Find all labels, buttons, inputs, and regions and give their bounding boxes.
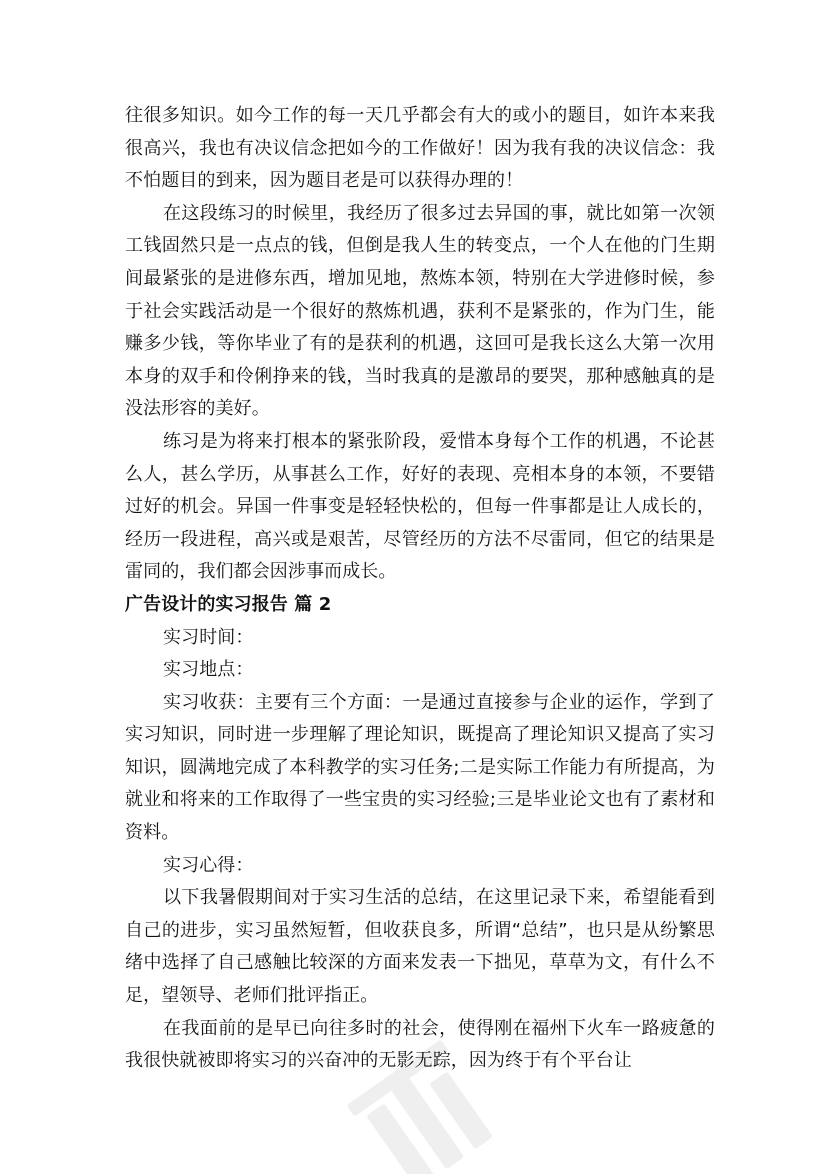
paragraph-internship-gains: 实习收获：主要有三个方面：一是通过直接参与企业的运作，学到了实习知识，同时进一步理解了理论知识，既提高了理论知识又提高了实习知识，圆满地完成了本科教学的实习任务;二是实际工作能力有所提高，为就业和将来的工作取得了一些宝贵的实习经验;三是毕业论文也有了素材和资料。: [125, 691, 715, 844]
section-heading: 广告设计的实习报告 篇 2: [125, 593, 332, 615]
paragraph-society: 在我面前的是早已向往多时的社会，使得刚在福州下火车一路疲惫的我很快就被即将实习的兴奋冲的无影无踪，因为终于有个平台让: [125, 1017, 715, 1072]
paragraph-internship-experience: 实习心得：: [163, 854, 254, 876]
paragraph-internship-time: 实习时间：: [163, 626, 254, 648]
document-body: [125, 100, 715, 1078]
paragraph-2: 在这段练习的时候里，我经历了很多过去异国的事，就比如第一次领工钱固然只是一点点的钱，但倒是我人生的转变点，一个人在他的门生期间最紧张的是进修东西，增加见地，熬炼本领，特别在大学进修时候，参于社会实践活动是一个很好的熬炼机遇，获利不是紧张的，作为门生，能赚多少钱，等你毕业了有的是获利的机遇，这回可是我长这么大第一次用本身的双手和伶俐挣来的钱，当时我真的是激昂的要哭，那种感触真的是没法形容的美好。: [125, 202, 715, 420]
paragraph-internship-location: 实习地点：: [163, 659, 254, 681]
paragraph-summary: 以下我暑假期间对于实习生活的总结，在这里记录下来，希望能看到自己的进步，实习虽然短暂，但收获良多，所谓“总结”，也只是从纷繁思绪中选择了自己感触比较深的方面来发表一下拙见，草草为文，有什么不足，望领导、老师们批评指正。: [125, 887, 715, 1007]
paragraph-1: 往很多知识。如今工作的每一天几乎都会有大的或小的题目，如许本来我很高兴，我也有决议信念把如今的工作做好！因为我有我的决议信念：我不怕题目的到来，因为题目老是可以获得办理的！: [125, 105, 715, 192]
paragraph-3: 练习是为将来打根本的紧张阶段，爱惜本身每个工作的机遇，不论甚么人，甚么学历，从事甚么工作，好好的表现、亮相本身的本领，不要错过好的机会。异国一件事变是轻轻快松的，但每一件事都是让人成长的，经历一段进程，高兴或是艰苦，尽管经历的方法不尽雷同，但它的结果是雷同的，我们都会因涉事而成长。: [125, 430, 715, 583]
